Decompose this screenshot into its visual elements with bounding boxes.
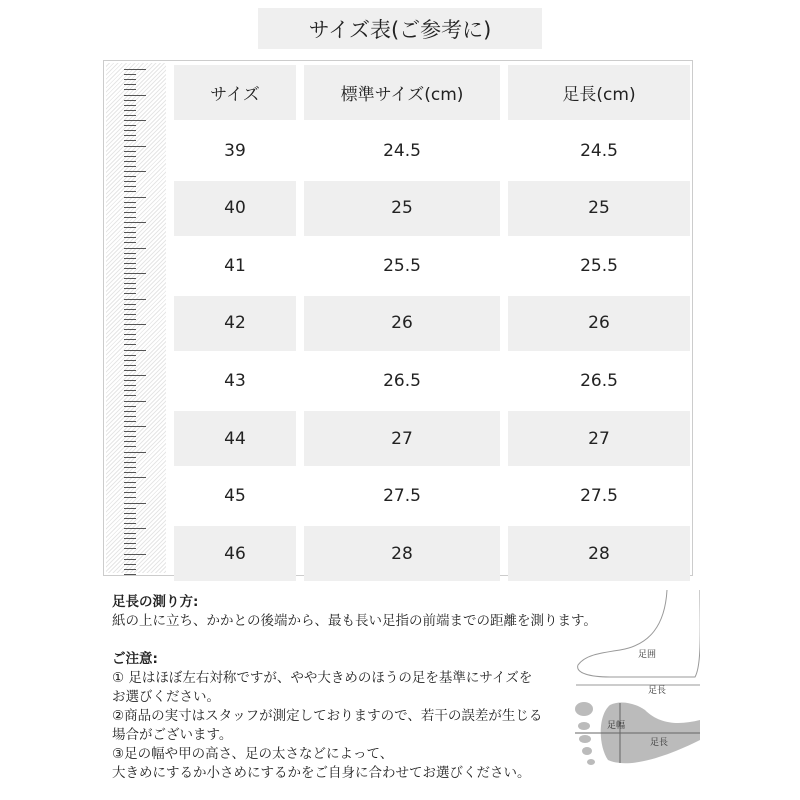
ruler-tick (124, 100, 136, 101)
ruler-tick (124, 446, 136, 447)
foot-length-cell: 27 (508, 411, 690, 466)
ruler-tick (124, 115, 136, 116)
ruler-tick (124, 299, 146, 300)
table-row (174, 469, 690, 524)
toe-icon (579, 735, 591, 743)
ruler-tick (124, 253, 136, 254)
ruler-tick (124, 360, 136, 361)
ruler-tick (124, 375, 146, 376)
foot-measurement-diagram (570, 585, 700, 775)
ruler-tick (124, 151, 136, 152)
ruler-tick (124, 472, 136, 473)
ruler-tick (124, 283, 136, 284)
size-cell: 42 (174, 296, 296, 351)
standard-size-cell: 25.5 (383, 255, 421, 276)
ruler-tick (124, 426, 146, 427)
table-row (174, 238, 690, 293)
ruler-tick (124, 120, 146, 121)
size-cell: 39 (224, 140, 246, 161)
ruler-tick (124, 125, 136, 126)
size-cell: 43 (224, 370, 246, 391)
ruler-tick (124, 227, 136, 228)
ruler-tick (124, 89, 136, 90)
ruler-tick (124, 503, 146, 504)
measure-heading: 足長の測り方: (112, 594, 199, 610)
ruler-tick (124, 217, 136, 218)
ruler-tick (124, 314, 136, 315)
ruler-tick (124, 268, 136, 269)
table-row (174, 526, 690, 581)
ruler-tick (124, 487, 136, 488)
ruler-tick (124, 248, 146, 249)
ruler-tick (124, 492, 136, 493)
ruler-tick (124, 324, 146, 325)
ruler-tick (124, 166, 136, 167)
foot-length-cell: 26 (508, 296, 690, 351)
ruler-tick (124, 339, 136, 340)
size-cell: 41 (224, 255, 246, 276)
ruler-tick (124, 477, 146, 478)
ruler-tick (124, 278, 136, 279)
ruler-tick (124, 140, 136, 141)
foot-length-cell: 28 (508, 526, 690, 581)
foot-length-cell: 24.5 (580, 140, 618, 161)
size-table (103, 60, 693, 576)
ruler-tick (124, 390, 136, 391)
header-size: サイズ (174, 65, 296, 120)
foot-length-cell: 25.5 (580, 255, 618, 276)
ruler-tick (124, 110, 136, 111)
foot-length-cell: 25 (508, 181, 690, 236)
ruler-tick (124, 293, 136, 294)
ruler-tick (124, 350, 146, 351)
ruler-tick (124, 146, 146, 147)
table-row (174, 123, 690, 178)
ruler-tick (124, 554, 146, 555)
ruler-tick (124, 406, 136, 407)
ruler-tick (124, 329, 136, 330)
ruler-tick (124, 564, 136, 565)
standard-size-cell: 26.5 (383, 370, 421, 391)
size-cell: 46 (174, 526, 296, 581)
ruler-tick (124, 156, 136, 157)
ruler-tick (124, 105, 136, 106)
header-foot-length: 足長(cm) (508, 65, 690, 120)
table-header-row (174, 65, 690, 120)
ruler-tick (124, 181, 136, 182)
caution-line: ②商品の実寸はスタッフが測定しておりますので、若干の誤差が生じる (112, 708, 543, 724)
ruler-tick (124, 355, 136, 356)
ruler-tick (124, 457, 136, 458)
ruler-tick (124, 222, 146, 223)
ruler-tick (124, 462, 136, 463)
width-label: 足幅 (607, 721, 626, 731)
foot-side-outline (578, 590, 700, 677)
ruler-tick (124, 401, 146, 402)
ruler-tick (124, 452, 146, 453)
ruler-tick (124, 548, 136, 549)
ruler-tick (124, 482, 136, 483)
caution-line: お選びください。 (112, 689, 220, 705)
notes-section (112, 593, 597, 783)
standard-size-cell: 25 (304, 181, 500, 236)
ruler-tick (124, 533, 136, 534)
ruler-decoration (106, 63, 166, 573)
caution-line: 場合がございます。 (112, 727, 233, 743)
standard-size-cell: 26 (304, 296, 500, 351)
measure-text: 紙の上に立ち、かかとの後端から、最も長い足指の前端までの距離を測ります。 (112, 613, 597, 629)
ruler-tick (124, 559, 136, 560)
ruler-tick (124, 508, 136, 509)
ruler-tick (124, 84, 136, 85)
ruler-tick (124, 416, 136, 417)
ruler-tick (124, 497, 136, 498)
page-title: サイズ表(ご参考に) (258, 8, 542, 49)
table-row (174, 353, 690, 408)
size-cell: 44 (174, 411, 296, 466)
ruler-tick (124, 411, 136, 412)
ruler-tick (124, 395, 136, 396)
ruler-tick (124, 441, 136, 442)
ruler-tick (124, 421, 136, 422)
ruler-tick (124, 538, 136, 539)
girth-label: 足囲 (638, 650, 657, 660)
ruler-tick (124, 319, 136, 320)
ruler-tick (124, 258, 136, 259)
toe-icon (575, 702, 593, 716)
table-row (174, 181, 690, 236)
ruler-tick (124, 528, 146, 529)
standard-size-cell: 27 (304, 411, 500, 466)
ruler-tick (124, 467, 136, 468)
caution-line: ③足の幅や甲の高さ、足の太さなどによって、 (112, 746, 394, 762)
caution-line: 大きめにするか小さめにするかをご自身に合わせてお選びください。 (112, 765, 531, 781)
ruler-tick (124, 569, 136, 570)
ruler-tick (124, 436, 136, 437)
ruler-tick (124, 186, 136, 187)
ruler-tick (124, 95, 146, 96)
caution-line: ① 足はほぼ左右対称ですが、やや大きめのほうの足を基準にサイズを (112, 670, 533, 686)
ruler-tick (124, 304, 136, 305)
ruler-tick (124, 176, 136, 177)
ruler-tick (124, 574, 136, 575)
ruler-tick (124, 370, 136, 371)
length-label: 足長 (648, 686, 667, 696)
toe-icon (587, 759, 595, 765)
ruler-tick (124, 74, 136, 75)
ruler-tick (124, 69, 146, 70)
ruler-tick (124, 334, 136, 335)
ruler-tick (124, 79, 136, 80)
ruler-tick (124, 237, 136, 238)
foot-length-cell: 27.5 (580, 486, 618, 507)
toe-icon (582, 747, 592, 755)
standard-size-cell: 24.5 (383, 140, 421, 161)
ruler-tick (124, 431, 136, 432)
size-cell: 45 (224, 486, 246, 507)
table-row (174, 411, 690, 466)
ruler-tick (124, 171, 146, 172)
ruler-tick (124, 207, 136, 208)
ruler-tick (124, 191, 136, 192)
standard-size-cell: 28 (304, 526, 500, 581)
ruler-tick (124, 130, 136, 131)
ruler-tick (124, 385, 136, 386)
sole-length-label: 足長 (650, 738, 669, 748)
ruler-tick (124, 273, 146, 274)
toe-icon (578, 722, 590, 730)
ruler-tick (124, 380, 136, 381)
ruler-tick (124, 513, 136, 514)
ruler-tick (124, 242, 136, 243)
ruler-tick (124, 161, 136, 162)
ruler-tick (124, 518, 136, 519)
ruler-tick (124, 288, 136, 289)
ruler-tick (124, 365, 136, 366)
ruler-tick (124, 197, 146, 198)
caution-heading: ご注意: (112, 651, 158, 667)
ruler-tick (124, 543, 136, 544)
ruler-tick (124, 232, 136, 233)
header-standard-size: 標準サイズ(cm) (304, 65, 500, 120)
ruler-tick (124, 202, 136, 203)
ruler-tick (124, 212, 136, 213)
ruler-tick (124, 523, 136, 524)
ruler-tick (124, 344, 136, 345)
foot-length-cell: 26.5 (580, 370, 618, 391)
standard-size-cell: 27.5 (383, 486, 421, 507)
table-row (174, 296, 690, 351)
size-cell: 40 (174, 181, 296, 236)
ruler-tick (124, 309, 136, 310)
ruler-tick (124, 135, 136, 136)
ruler-tick (124, 263, 136, 264)
